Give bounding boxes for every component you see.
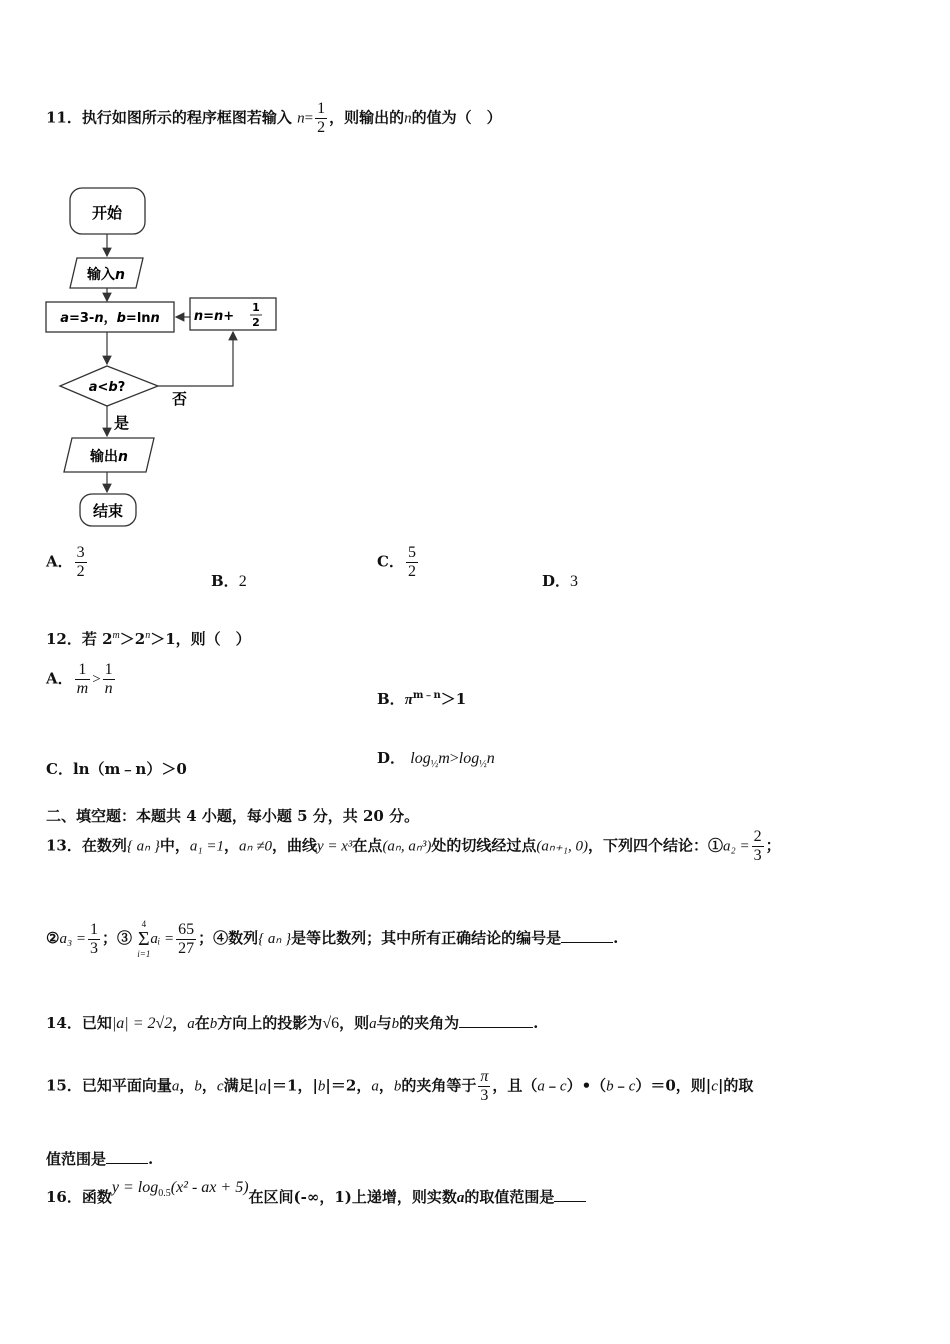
q11-option-d: D．3 <box>542 572 579 590</box>
flow-end-label: 结束 <box>92 502 124 520</box>
q14-stem: 14．已知|a| = 2√2，a在b方向上的投影为√6，则a与b的夹角为 . <box>46 1014 539 1032</box>
q11-option-c: C． $\frac{5}{2}$ <box>377 544 416 580</box>
q13-line2: ②a₃ = $\frac{1}{3}$ ；③ 4 Σ i=1 aᵢ = $\frac{65}{27}$ ；④数列{ aₙ }是等比数列；其中所有正确结论的编号是 . <box>46 919 619 959</box>
q11-stem: 11．执行如图所示的程序框图若输入 n= $\frac{1}{2}$ ，则输出的n的值为（ ） <box>46 100 502 136</box>
q15-answer-blank[interactable] <box>106 1163 148 1164</box>
flow-process-label: a=3-n，b=lnn <box>60 311 160 326</box>
flow-update-label: n=n+ <box>193 309 235 324</box>
q11-option-b: B．2 <box>211 572 247 590</box>
q11-input-fraction: $\frac{1}{2}$ <box>317 100 326 136</box>
q15-line2: 值范围是 . <box>46 1150 154 1168</box>
q12-option-a: A． $\frac{1}{m}$ > $\frac{1}{n}$ <box>46 661 113 697</box>
q12-option-b: B．$\pi^{m﹣n}>1$ <box>377 690 467 708</box>
flow-output-label: 输出n <box>90 449 128 465</box>
q16-answer-blank[interactable] <box>554 1201 586 1202</box>
flow-yes-label: 是 <box>114 414 130 432</box>
flow-start-label: 开始 <box>91 204 123 222</box>
flow-no-label: 否 <box>172 390 188 408</box>
section-2-heading: 二、填空题：本题共 4 小题，每小题 5 分，共 20 分。 <box>46 807 420 825</box>
q13-line1: 13．在数列{ aₙ }中，a₁ =1，aₙ ≠0，曲线y = x³在点(aₙ, aₙ³)处的切线经过点(aₙ₊₁, 0)，下列四个结论：①a₂ = $\frac{2}{3}$ ； <box>46 828 781 864</box>
q11-flowchart <box>40 180 300 535</box>
q11-option-a: A． $\frac{3}{2}$ <box>46 544 85 580</box>
q16-stem: 16．函数$y = \log_{0.5}(x^2$ - ax + 5)在区间(-∞，1)上递增，则实数a的取值范围是 <box>46 1186 586 1209</box>
q12-stem: 12．若 $2^m>2^n>1$，则（ ） <box>46 630 251 648</box>
q12-option-d: D． $\log_{\frac{1}{2}}m>\log_{\frac{1}{2}}n$ <box>377 749 495 770</box>
flow-update-frac-num: 1 <box>252 301 260 314</box>
q13-answer-blank[interactable] <box>561 942 613 943</box>
q12-option-c: C．ln（m﹣n）＞0 <box>46 760 187 778</box>
flow-update-frac-den: 2 <box>252 316 260 329</box>
q14-answer-blank[interactable] <box>459 1027 533 1028</box>
flow-decision-label: a<b? <box>88 380 126 395</box>
q15-stem: 15．已知平面向量a，b，c满足|a|＝1，|b|＝2，a，b的夹角等于 $\frac{\pi}{3}$ ，且（a﹣c）•（b﹣c）＝0，则|c|的取 <box>46 1068 754 1104</box>
flow-input-label: 输入n <box>87 267 125 283</box>
